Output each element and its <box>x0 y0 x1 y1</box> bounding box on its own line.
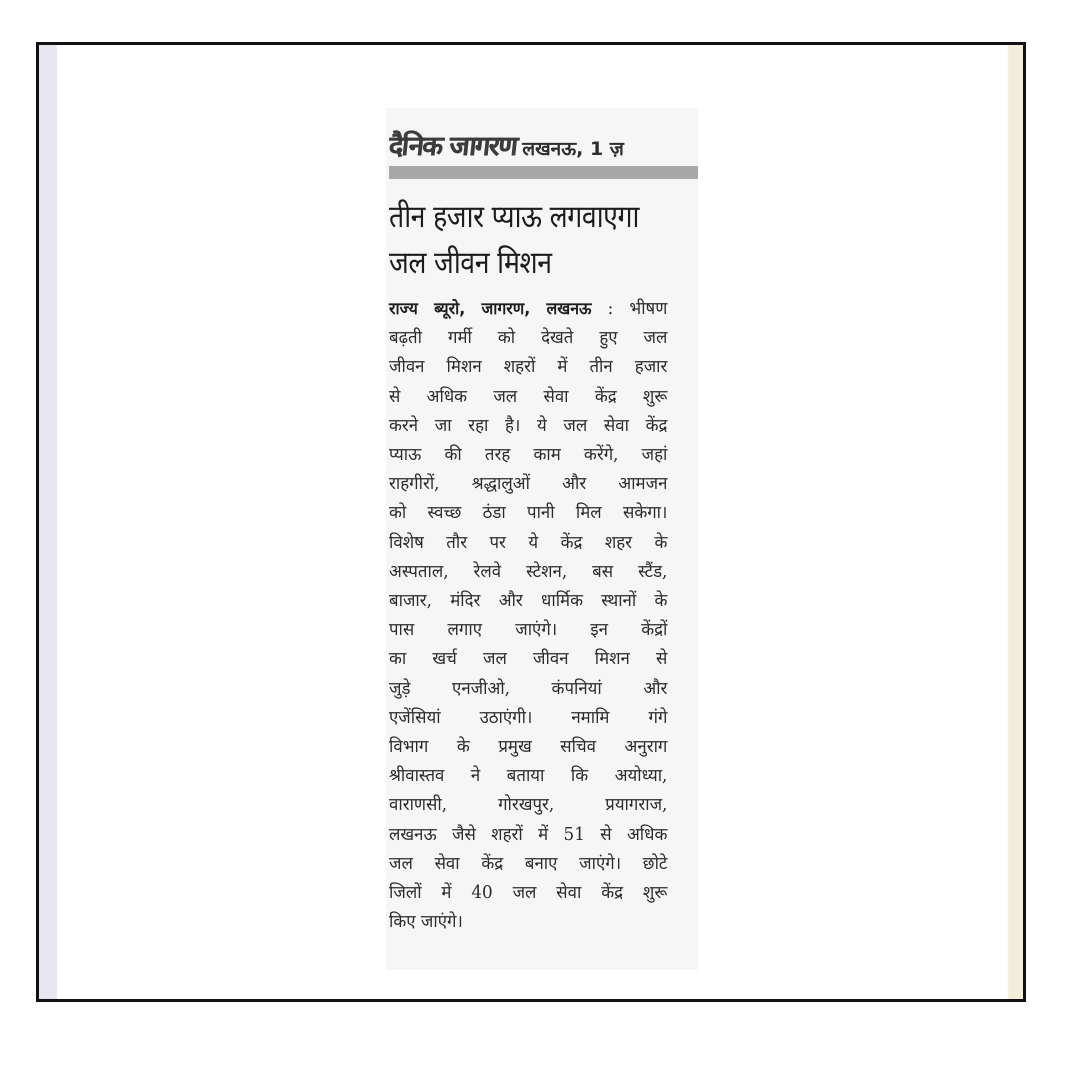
article-line: अस्पताल, रेलवे स्टेशन, बस स्टैंड, <box>389 561 668 582</box>
article-line: को स्वच्छ ठंडा पानी मिल सकेगा। <box>389 503 668 524</box>
newspaper-clipping <box>386 108 698 970</box>
article-line: एजेंसियां उठाएंगी। नमामि गंगे <box>389 707 668 728</box>
masthead-rule <box>389 166 698 179</box>
article-line: करने जा रहा है। ये जल सेवा केंद्र <box>389 415 668 436</box>
article-body <box>389 294 689 937</box>
article-line: पास लगाए जाएंगे। इन केंद्रों <box>389 620 668 641</box>
article-line: वाराणसी, गोरखपुर, प्रयागराज, <box>389 795 668 816</box>
article-line: विभाग के प्रमुख सचिव अनुराग <box>389 737 668 758</box>
article-line: किए जाएंगे। <box>389 912 463 933</box>
byline: राज्य ब्यूरो, जागरण, लखनऊ <box>389 299 592 318</box>
article-line: बढ़ती गर्मी को देखते हुए जल <box>389 328 668 349</box>
article-line: से अधिक जल सेवा केंद्र शुरू <box>389 386 668 407</box>
article-line: प्याऊ की तरह काम करेंगे, जहां <box>389 445 668 466</box>
article-line: बाजार, मंदिर और धार्मिक स्थानों के <box>389 591 668 612</box>
article-line: जिलों में 40 जल सेवा केंद्र शुरू <box>389 883 668 904</box>
article-line: विशेष तौर पर ये केंद्र शहर के <box>389 532 668 553</box>
article-line: जल सेवा केंद्र बनाए जाएंगे। छोटे <box>389 853 668 874</box>
article-line: जुड़े एनजीओ, कंपनियां और <box>389 678 668 699</box>
headline-line-2: जल जीवन मिशन <box>389 245 552 281</box>
article-first-line <box>389 294 667 324</box>
newspaper-logo: दैनिक जागरण <box>387 131 518 162</box>
article-line: राहगीरों, श्रद्धालुओं और आमजन <box>389 474 668 495</box>
masthead <box>389 126 698 166</box>
first-line-text: : भीषण <box>591 299 668 319</box>
article-line: का खर्च जल जीवन मिशन से <box>389 649 668 670</box>
headline <box>389 194 694 286</box>
article-line: लखनऊ जैसे शहरों में 51 से अधिक <box>389 824 668 845</box>
article-line: श्रीवास्तव ने बताया कि अयोध्या, <box>389 766 668 787</box>
article-line: जीवन मिशन शहरों में तीन हजार <box>389 357 668 378</box>
dateline: लखनऊ, 1 ज़ <box>522 138 624 160</box>
headline-line-1: तीन हजार प्याऊ लगवाएगा <box>389 199 639 235</box>
